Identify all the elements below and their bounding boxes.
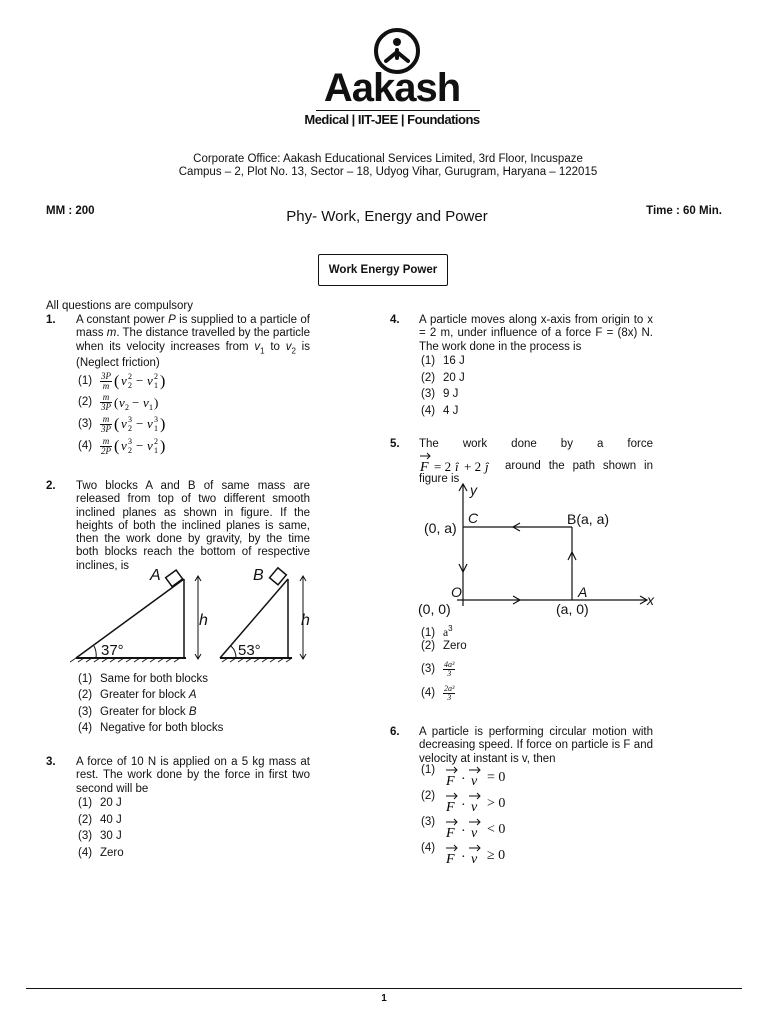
question-5-text-line-2: around the path shown in figure is [419,460,653,486]
question-3-number: 3. [46,756,56,768]
question-1-options [78,370,312,457]
formula-m-over-2p: $\frac{m}{2P}$ [101,435,111,456]
svg-text:v: v [121,416,127,431]
svg-text:): ) [160,373,166,390]
svg-text:): ) [154,394,159,410]
question-6-number: 6. [390,726,400,738]
question-5-option-2[interactable]: (2) Zero [421,640,467,652]
svg-text:(: ( [114,438,120,455]
question-5-option-3[interactable]: (3) $\frac{\text{4a³}}{3}$ [421,659,455,678]
question-5-number: 5. [390,438,400,450]
figure-label-a: A [150,567,161,584]
figure-angle-37: 37° [101,642,124,659]
svg-text:1: 1 [154,446,158,455]
max-marks: MM : 200 [46,205,95,217]
question-2-option-2[interactable]: (2) Greater for block A [78,689,197,702]
section-box [318,254,448,286]
svg-text:−: − [132,394,140,410]
svg-text:2: 2 [154,437,158,446]
path-label-y: y [470,482,477,498]
svg-text:2: 2 [128,381,132,390]
question-4-number: 4. [390,314,400,326]
svg-text:2: 2 [128,372,132,381]
path-label-a0: (a, 0) [556,601,589,617]
question-6-option-2[interactable]: (2) F · v > 0 [421,790,505,816]
svg-text:): ) [160,416,166,433]
svg-text:−: − [136,438,144,453]
formula-v2sq-minus-v1sq [112,371,182,391]
svg-text:v: v [471,800,478,814]
path-figure [412,480,662,620]
svg-text:v: v [121,373,127,388]
question-5-option-4[interactable]: (4) $\frac{\text{2a³}}{3}$ [421,683,455,702]
svg-text:·: · [461,824,466,839]
question-3-option-3[interactable]: (3) 30 J [78,830,122,842]
svg-text:F: F [446,800,455,814]
path-label-b: B(a, a) [567,511,610,527]
formula-v2-minus-v1 [112,393,182,413]
svg-text:ĵ: ĵ [485,459,489,474]
svg-text:1: 1 [149,402,153,412]
svg-text:2: 2 [125,402,129,412]
path-label-00: (0, 0) [418,601,451,617]
question-2-option-1[interactable]: (1) Same for both blocks [78,673,209,685]
svg-text:−: − [136,416,144,431]
svg-text:3: 3 [154,415,158,424]
svg-text:2: 2 [128,424,132,433]
svg-text:·: · [461,798,466,813]
figure-label-h1: h [199,612,208,629]
brand-rule [316,110,480,111]
path-label-x: x [647,592,654,608]
figure-label-h2: h [301,612,310,629]
question-3-option-4[interactable]: (4) Zero [78,846,124,859]
path-label-o: O [451,584,462,600]
question-2-text: Two blocks A and B of same mass are released from top of two different smooth inclined planes as shown in figure. If the heights of both the inclined planes is same, then the work done by gravity, by the time both blocks reach the bottom of respective inclines, is [76,480,310,572]
office-address-line-1: Corporate Office: Aakash Educational Services Limited, 3rd Floor, Incuspaze [193,153,583,165]
page-title: Phy- Work, Energy and Power [286,208,488,225]
svg-text:î: î [455,459,459,474]
question-1-option-1[interactable]: (1) $\frac{3P}{m}$ ( v 2 2 − v 2 1 ) [78,370,312,392]
svg-text:= 2: = 2 [434,459,452,474]
question-2-number: 2. [46,480,56,492]
svg-text:·: · [461,772,466,787]
svg-text:v: v [147,416,153,431]
svg-text:v: v [147,373,153,388]
question-3-text: A force of 10 N is applied on a 5 kg mass at rest. The work done by the force in first two second will be [76,756,310,795]
question-5-options [421,622,467,705]
question-4-options [421,355,465,421]
svg-text:F: F [446,852,455,866]
svg-text:−: − [136,373,144,388]
brand-tagline: Medical | IIT-JEE | Foundations [304,112,480,127]
footer-rule [26,988,742,989]
page-number: 1 [381,993,387,1004]
question-3-option-1[interactable]: (1) 20 J [78,797,122,809]
formula-4a3-over-3: $\frac{\text{4a³}}{3}$ [444,659,455,678]
question-2-option-3[interactable]: (3) Greater for block B [78,705,197,718]
svg-text:(: ( [114,416,120,433]
question-1-text: A constant power P is supplied to a particle of mass m. The distance travelled by the particle when its velocity increases from $v_1$ to $v_2$ is (Neglect friction) [76,314,311,370]
svg-text:F: F [446,774,455,788]
svg-text:v: v [121,438,127,453]
figure-label-b: B [253,567,264,584]
formula-2a3-over-3: $\frac{\text{2a³}}{3}$ [444,683,455,702]
formula-m-over-3p: $\frac{m}{3P}$ [101,413,111,434]
svg-text:3: 3 [128,437,132,446]
svg-text:2: 2 [128,446,132,455]
question-1-option-3[interactable]: (3) $\frac{m}{3P}$ ( v 3 2 − v 3 1 ) [78,413,312,435]
question-3-options [78,797,124,863]
question-6-text: A particle is performing circular motion with decreasing speed. If force on particle is F and velocity at instant is v, then [419,726,653,765]
question-3-option-2[interactable]: (2) 40 J [78,813,122,826]
question-1-number: 1. [46,314,56,326]
svg-text:F: F [446,826,455,840]
question-5-text-line-1: The work done by a force [419,438,653,450]
svg-text:·: · [461,850,466,865]
svg-text:v: v [119,394,125,410]
svg-text:v: v [143,394,149,410]
question-6-options [421,764,505,868]
svg-text:2: 2 [154,372,158,381]
svg-text:): ) [160,438,166,455]
formula-m-over-3p: $\frac{m}{3P}$ [101,392,111,412]
brand-name: Aakash [323,66,461,110]
svg-text:+ 2: + 2 [464,459,482,474]
question-6-option-3[interactable]: (3) F · v < 0 [421,816,505,842]
svg-text:v: v [471,852,478,866]
svg-text:F: F [420,460,429,475]
question-4-option-3[interactable]: (3) 9 J [421,388,459,400]
question-1-option-2[interactable]: (2) $\frac{m}{3P}$ ( v 2 − v 1 ) [78,392,312,413]
question-4-text: A particle moves along x-axis from origin to x = 2 m, under influence of a force F = (8x) N. The work done in the process is [419,314,653,353]
svg-text:1: 1 [154,381,158,390]
question-4-option-2[interactable]: (2) 20 J [421,371,465,384]
svg-text:v: v [147,438,153,453]
office-address-line-2: Campus – 2, Plot No. 13, Sector – 18, Udyog Vihar, Gurugram, Haryana – 122015 [178,166,598,178]
svg-text:(: ( [114,373,120,390]
question-5-option-1[interactable]: (1) $a^3$ [421,624,453,639]
svg-text:1: 1 [154,424,158,433]
question-6-option-4[interactable]: (4) F · v ≥ 0 [421,842,505,868]
section-box-label: Work Energy Power [328,264,438,276]
question-4-option-4[interactable]: (4) 4 J [421,404,459,417]
time-limit: Time : 60 Min. [646,205,722,217]
formula-v2cube-minus-v1cube [112,414,182,434]
question-2-option-4[interactable]: (4) Negative for both blocks [78,721,224,734]
question-4-option-1[interactable]: (1) 16 J [421,355,465,367]
question-1-option-4[interactable]: (4) $\frac{m}{2P}$ ( v 3 2 − v 2 1 ) [78,435,312,457]
question-2-options [78,673,223,738]
svg-text:(: ( [114,394,119,410]
question-6-option-1[interactable]: (1) F · v = 0 [421,764,505,790]
path-label-c: C [468,510,479,526]
path-label-0a: (0, a) [424,520,457,536]
svg-text:v: v [471,826,478,840]
svg-text:3: 3 [128,415,132,424]
formula-3p-over-m: $\frac{3P}{m}$ [101,370,111,391]
instructions: All questions are compulsory [46,300,194,312]
formula-v2cube-minus-v1sq [112,436,182,456]
path-label-a: A [578,584,588,600]
figure-angle-53: 53° [238,642,261,659]
svg-text:v: v [471,774,478,788]
